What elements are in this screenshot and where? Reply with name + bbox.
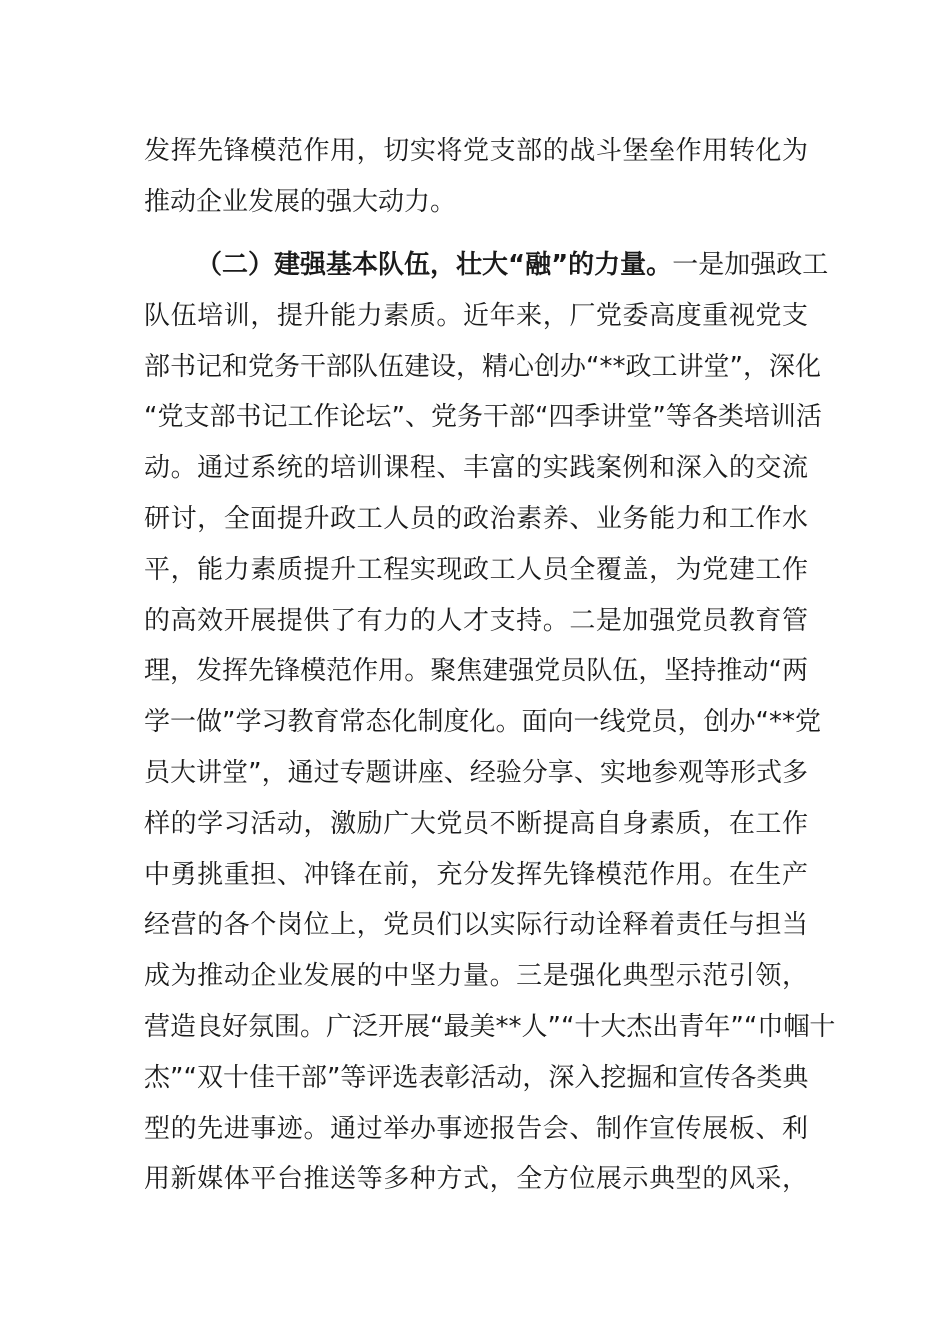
paragraph-line: 发挥先锋模范作用，切实将党支部的战斗堡垒作用转化为: [144, 136, 808, 166]
paragraph-line: 学一做”学习教育常态化制度化。面向一线党员，创办“**党: [144, 707, 821, 738]
paragraph-line: 队伍培训，提升能力素质。近年来，厂党委高度重视党支: [144, 300, 808, 331]
paragraph-line: 中勇挑重担、冲锋在前，充分发挥先锋模范作用。在生产: [144, 859, 808, 890]
paragraph-line: “党支部书记工作论坛”、党务干部“四季讲堂”等各类培训活: [144, 402, 822, 433]
paragraph-line: 理，发挥先锋模范作用。聚焦建强党员队伍，坚持推动“两: [144, 656, 808, 687]
paragraph-line: 杰”“双十佳干部”等评选表彰活动，深入挖掘和宣传各类典: [144, 1062, 809, 1093]
paragraph-line: 样的学习活动，激励广大党员不断提高自身素质，在工作: [144, 808, 808, 839]
paragraph-line: 用新媒体平台推送等多种方式，全方位展示典型的风采，: [144, 1164, 808, 1195]
paragraph-2: [144, 240, 836, 1205]
paragraph-line: 的高效开展提供了有力的人才支持。二是加强党员教育管: [144, 605, 808, 636]
paragraph-line: 平，能力素质提升工程实现政工人员全覆盖，为党建工作: [144, 554, 808, 585]
paragraph-line: 营造良好氛围。广泛开展“最美**人”“十大杰出青年”“巾帼十: [144, 1011, 836, 1042]
section-heading: （二）建强基本队伍，壮大“融”的力量。: [196, 250, 673, 280]
paragraph-first-line: [144, 240, 829, 291]
first-line-text: 一是加强政工: [672, 250, 829, 280]
paragraph-line: 型的先进事迹。通过举办事迹报告会、制作宣传展板、利: [144, 1113, 808, 1144]
paragraph-line: 动。通过系统的培训课程、丰富的实践案例和深入的交流: [144, 453, 808, 484]
paragraph-line: 研讨，全面提升政工人员的政治素养、业务能力和工作水: [144, 503, 808, 534]
paragraph-line: 成为推动企业发展的中坚力量。三是强化典型示范引领，: [144, 961, 808, 992]
paragraph-line: 推动企业发展的强大动力。: [144, 186, 457, 217]
paragraph-line: 部书记和党务干部队伍建设，精心创办“**政工讲堂”，深化: [144, 351, 821, 382]
paragraph-line: 经营的各个岗位上，党员们以实际行动诠释着责任与担当: [144, 910, 808, 941]
paragraph-1: [144, 126, 808, 228]
paragraph-line: 员大讲堂”，通过专题讲座、经验分享、实地参观等形式多: [144, 757, 808, 788]
